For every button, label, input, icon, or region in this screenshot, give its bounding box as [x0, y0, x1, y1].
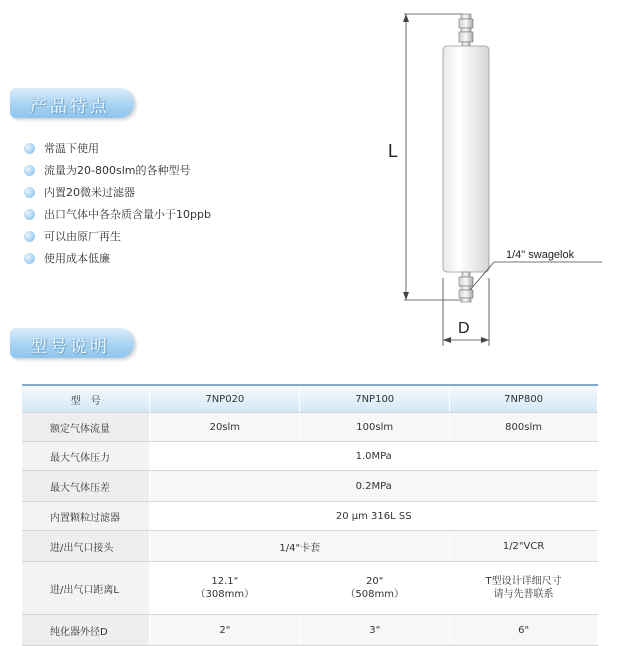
- length-label: L: [388, 141, 399, 161]
- bullet-dot-icon: [24, 253, 35, 264]
- table-cell: 1/4"卡套: [150, 531, 450, 562]
- purifier-diagram: [380, 0, 620, 350]
- cell-line: 请与先普联系: [493, 589, 554, 600]
- table-cell: 100slm: [300, 413, 450, 442]
- fitting-label: 1/4" swagelok: [506, 249, 575, 261]
- cell-line: T型设计详细尺寸: [485, 576, 562, 587]
- header-7np020: 7NP020: [150, 385, 300, 413]
- table-cell: [300, 562, 450, 615]
- feature-item: [24, 226, 211, 248]
- table-cell: 20 μm 316L SS: [150, 502, 598, 531]
- table-row-diameter: [22, 615, 598, 646]
- row-label: 最大气体压差: [22, 471, 150, 502]
- header-7np800: 7NP800: [450, 385, 598, 413]
- bottom-fitting: [459, 272, 473, 302]
- row-label: 额定气体流量: [22, 413, 150, 442]
- row-label: 纯化器外径D: [22, 615, 150, 646]
- table-row-flow: [22, 413, 598, 442]
- table-cell: 1.0MPa: [150, 442, 598, 471]
- cell-line: （308mm）: [195, 589, 255, 600]
- feature-text: 可以由原厂再生: [44, 230, 121, 243]
- feature-item: [24, 248, 211, 270]
- table-cell: 6": [450, 615, 598, 646]
- table-row-port: [22, 531, 598, 562]
- table-cell: 0.2MPa: [150, 471, 598, 502]
- table-row-pressure: [22, 442, 598, 471]
- table-cell: 1/2"VCR: [450, 531, 598, 562]
- features-title: 产品特点: [30, 97, 110, 117]
- table-row-filter: [22, 502, 598, 531]
- models-banner: [10, 328, 134, 358]
- diameter-label: D: [458, 320, 470, 337]
- header-model: 型 号: [22, 385, 150, 413]
- fitting-callout: [470, 262, 602, 290]
- feature-text: 内置20微米过滤器: [44, 186, 135, 199]
- bullet-dot-icon: [24, 231, 35, 242]
- feature-text: 流量为20-800slm的各种型号: [44, 164, 191, 177]
- bullet-dot-icon: [24, 187, 35, 198]
- table-cell: [150, 562, 300, 615]
- cell-line: 20": [366, 576, 384, 587]
- features-banner: [10, 88, 134, 118]
- header-7np100: 7NP100: [300, 385, 450, 413]
- models-title: 型号说明: [30, 337, 110, 357]
- feature-item: [24, 138, 211, 160]
- row-label: 进/出气口接头: [22, 531, 150, 562]
- table-row-distance: [22, 562, 598, 615]
- feature-text: 使用成本低廉: [44, 252, 110, 265]
- table-cell: 800slm: [450, 413, 598, 442]
- feature-item: [24, 204, 211, 226]
- bullet-dot-icon: [24, 165, 35, 176]
- feature-text: 常温下使用: [44, 142, 99, 155]
- table-header-row: [22, 385, 598, 413]
- bullet-dot-icon: [24, 209, 35, 220]
- table-cell: 3": [300, 615, 450, 646]
- table-cell: 20slm: [150, 413, 300, 442]
- bullet-dot-icon: [24, 143, 35, 154]
- row-label: 进/出气口距离L: [22, 562, 150, 615]
- row-label: 内置颗粒过滤器: [22, 502, 150, 531]
- table-row-pressure-diff: [22, 471, 598, 502]
- feature-item: [24, 182, 211, 204]
- spec-table: [22, 384, 598, 646]
- row-label: 最大气体压力: [22, 442, 150, 471]
- feature-text: 出口气体中各杂质含量小于10ppb: [44, 208, 211, 221]
- table-cell: [450, 562, 598, 615]
- cell-line: （508mm）: [345, 589, 404, 600]
- purifier-body: [443, 46, 489, 272]
- top-fitting: [459, 14, 473, 46]
- cell-line: 12.1": [211, 576, 239, 587]
- table-cell: 2": [150, 615, 300, 646]
- feature-item: [24, 160, 211, 182]
- feature-list: [24, 138, 211, 270]
